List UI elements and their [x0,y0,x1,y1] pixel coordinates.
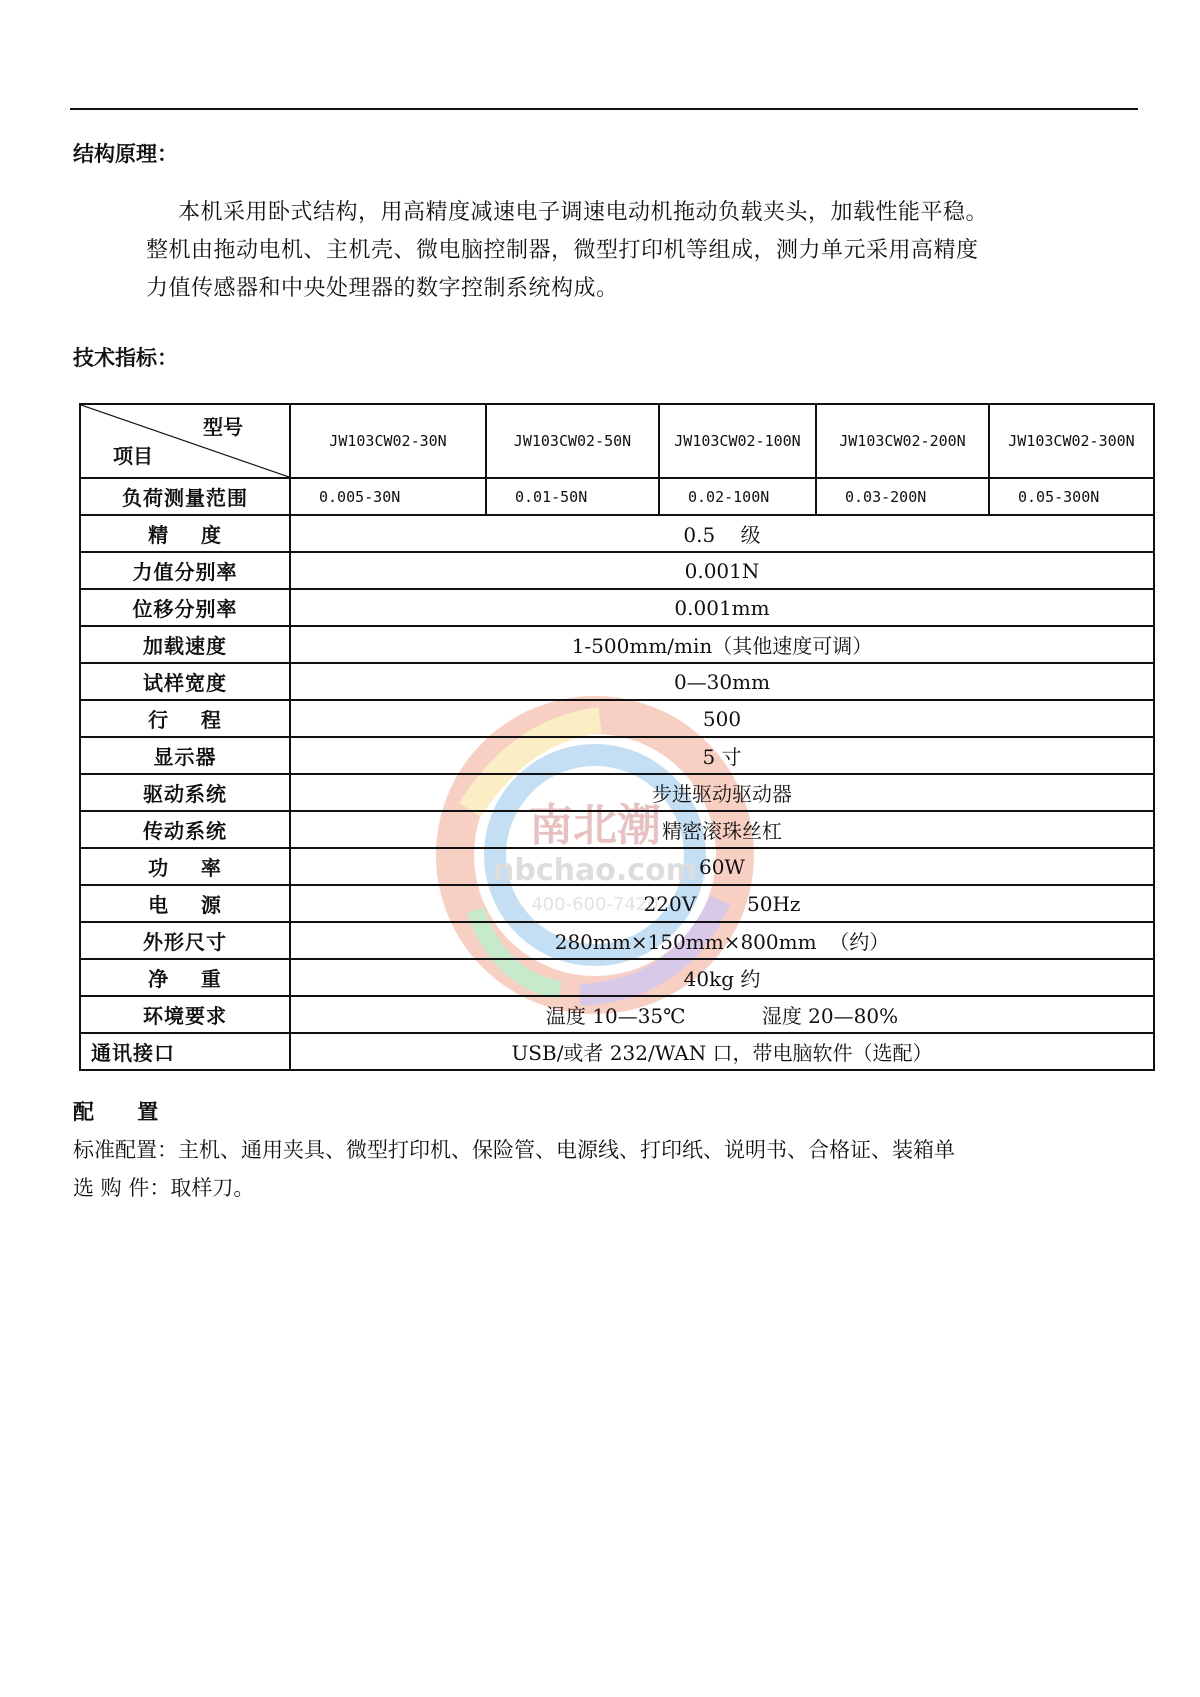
row-label: 位移分别率 [80,589,290,626]
table-row [80,922,1154,959]
row-label: 试样宽度 [80,663,290,700]
model-header: JW103CW02-30N [290,404,486,478]
row-label: 力值分别率 [80,552,290,589]
row-value: 温度 10—35℃ 湿度 20—80% [290,996,1154,1033]
row-label: 精 度 [80,515,290,552]
structure-paragraph [146,194,1126,308]
row-label: 外形尺寸 [80,922,290,959]
row-value: USB/或者 232/WAN 口，带电脑软件（选配） [290,1033,1154,1070]
spec-table [79,403,1155,1071]
range-cell: 0.02-100N [659,478,816,515]
row-value: 60W [290,848,1154,885]
paragraph-line: 整机由拖动电机、主机壳、微电脑控制器，微型打印机等组成，测力单元采用高精度 [146,238,979,263]
row-label: 功 率 [80,848,290,885]
row-value: 0.001mm [290,589,1154,626]
paragraph-line: 力值传感器和中央处理器的数字控制系统构成。 [146,276,619,301]
table-row [80,737,1154,774]
row-value: 5 寸 [290,737,1154,774]
table-row [80,811,1154,848]
row-value: 220V 50Hz [290,885,1154,922]
row-value: 步进驱动驱动器 [290,774,1154,811]
config-standard: 标准配置：主机、通用夹具、微型打印机、保险管、电源线、打印纸、说明书、合格证、装箱单 [73,1138,955,1162]
row-label: 传动系统 [80,811,290,848]
watermark-en: nbchao.com [493,853,697,888]
row-label: 驱动系统 [80,774,290,811]
config-optional: 选 购 件：取样刀。 [73,1176,255,1200]
corner-item-label: 项目 [113,444,153,468]
section-title-specs: 技术指标： [73,345,178,370]
row-label: 环境要求 [80,996,290,1033]
model-header: JW103CW02-200N [816,404,989,478]
row-label: 通讯接口 [80,1033,290,1070]
row-label: 显示器 [80,737,290,774]
row-value: 0—30mm [290,663,1154,700]
header-rule [70,108,1138,110]
row-value: 500 [290,700,1154,737]
range-cell: 0.03-200N [816,478,989,515]
row-label: 行 程 [80,700,290,737]
row-value: 280mm×150mm×800mm （约） [290,922,1154,959]
range-cell: 0.01-50N [486,478,659,515]
range-cell: 0.05-300N [989,478,1154,515]
config-title: 配 置 [73,1099,177,1124]
table-row [80,478,1154,515]
table-row [80,626,1154,663]
row-label: 负荷测量范围 [80,478,290,515]
row-label: 电 源 [80,885,290,922]
table-row [80,959,1154,996]
table-row [80,589,1154,626]
table-row [80,552,1154,589]
row-value: 精密滚珠丝杠 [290,811,1154,848]
row-value: 40kg 约 [290,959,1154,996]
model-header: JW103CW02-300N [989,404,1154,478]
row-value: 0.001N [290,552,1154,589]
row-label: 净 重 [80,959,290,996]
model-header: JW103CW02-100N [659,404,816,478]
row-value: 1-500mm/min（其他速度可调） [290,626,1154,663]
section-title-structure: 结构原理： [73,141,178,166]
table-row [80,700,1154,737]
paragraph-line: 本机采用卧式结构，用高精度减速电子调速电动机拖动负载夹头，加载性能平稳。 [178,200,989,225]
table-row [80,996,1154,1033]
model-header: JW103CW02-50N [486,404,659,478]
table-row [80,515,1154,552]
table-row [80,774,1154,811]
table-row [80,885,1154,922]
row-value: 0.5 级 [290,515,1154,552]
table-row [80,663,1154,700]
range-cell: 0.005-30N [290,478,486,515]
row-label: 加载速度 [80,626,290,663]
corner-model-label: 型号 [203,415,243,439]
watermark-phone: 400-600-7420 [531,894,659,915]
table-row [80,1033,1154,1070]
watermark-cn: 南北潮 [529,800,661,851]
corner-cell [80,404,290,478]
table-header-row [80,404,1154,478]
table-row [80,848,1154,885]
